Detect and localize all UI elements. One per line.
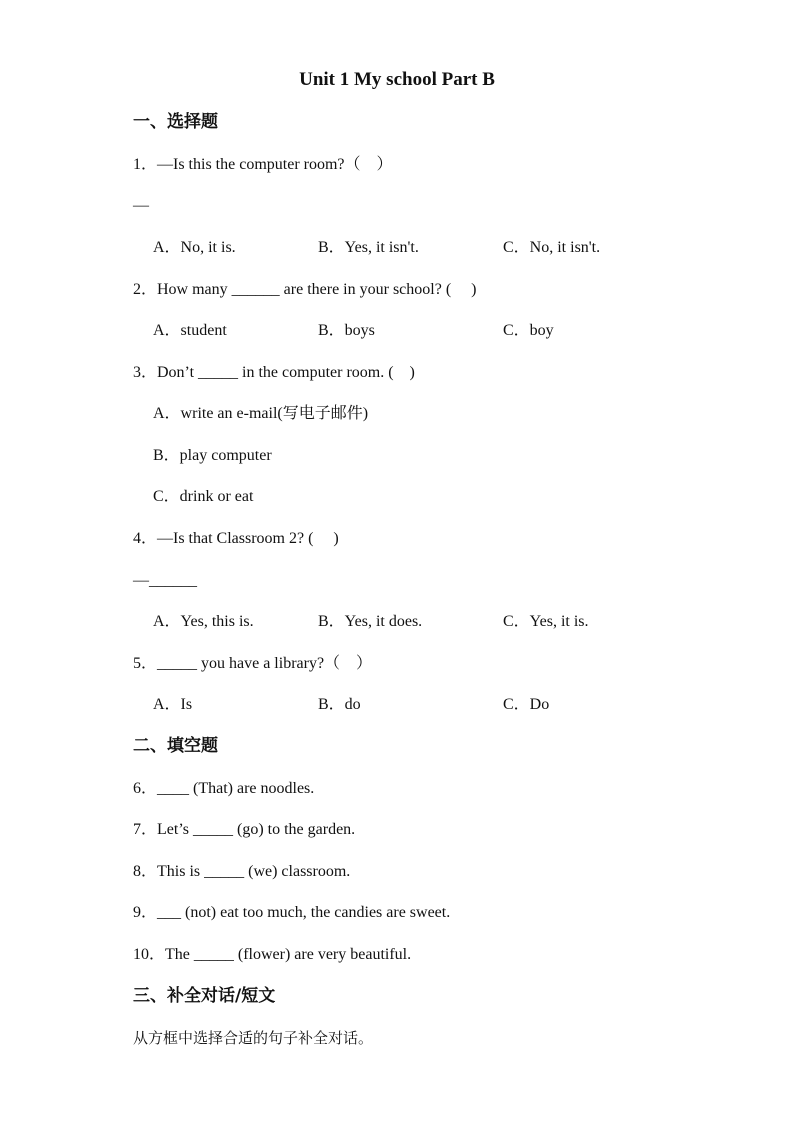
question-4-answer-line: —______	[133, 572, 197, 589]
question-1-stem: 1．—Is this the computer room?（ ）	[133, 156, 393, 173]
fill-question-10: 10．The _____ (flower) are very beautiful.	[133, 946, 412, 963]
question-4-option-a: A．Yes, this is.	[153, 613, 254, 630]
section-heading-fill: 二、填空题	[133, 736, 218, 756]
page-title: Unit 1 My school Part B	[299, 69, 495, 90]
question-5-stem: 5．_____ you have a library?（ ）	[133, 655, 373, 672]
section-heading-dialogue: 三、补全对话/短文	[133, 986, 276, 1006]
question-1-answer-line: —	[133, 197, 149, 214]
question-5-option-c: C．Do	[503, 696, 550, 713]
question-2-option-b: B．boys	[318, 322, 375, 339]
question-3-option-c: C．drink or eat	[153, 488, 254, 505]
section-heading-choice: 一、选择题	[133, 112, 218, 132]
question-2-option-a: A．student	[153, 322, 227, 339]
question-3-option-a: A．write an e-mail(写电子邮件)	[153, 405, 369, 422]
fill-question-6: 6．____ (That) are noodles.	[133, 780, 315, 797]
question-4-option-c: C．Yes, it is.	[503, 613, 589, 630]
fill-question-8: 8．This is _____ (we) classroom.	[133, 863, 351, 880]
question-2-stem: 2．How many ______ are there in your school? ( )	[133, 281, 477, 298]
question-3-stem: 3．Don’t _____ in the computer room. ( )	[133, 364, 415, 381]
question-5-option-b: B．do	[318, 696, 361, 713]
question-5-option-a: A．Is	[153, 696, 193, 713]
question-1-option-b: B．Yes, it isn't.	[318, 239, 419, 256]
question-1-option-c: C．No, it isn't.	[503, 239, 601, 256]
dialogue-instruction: 从方框中选择合适的句子补全对话。	[133, 1029, 374, 1047]
fill-question-9: 9．___ (not) eat too much, the candies are sweet.	[133, 904, 451, 921]
question-4-stem: 4．—Is that Classroom 2? ( )	[133, 530, 339, 547]
fill-question-7: 7．Let’s _____ (go) to the garden.	[133, 821, 356, 838]
question-3-option-b: B．play computer	[153, 447, 272, 464]
question-2-option-c: C．boy	[503, 322, 554, 339]
question-4-option-b: B．Yes, it does.	[318, 613, 423, 630]
question-1-option-a: A．No, it is.	[153, 239, 236, 256]
